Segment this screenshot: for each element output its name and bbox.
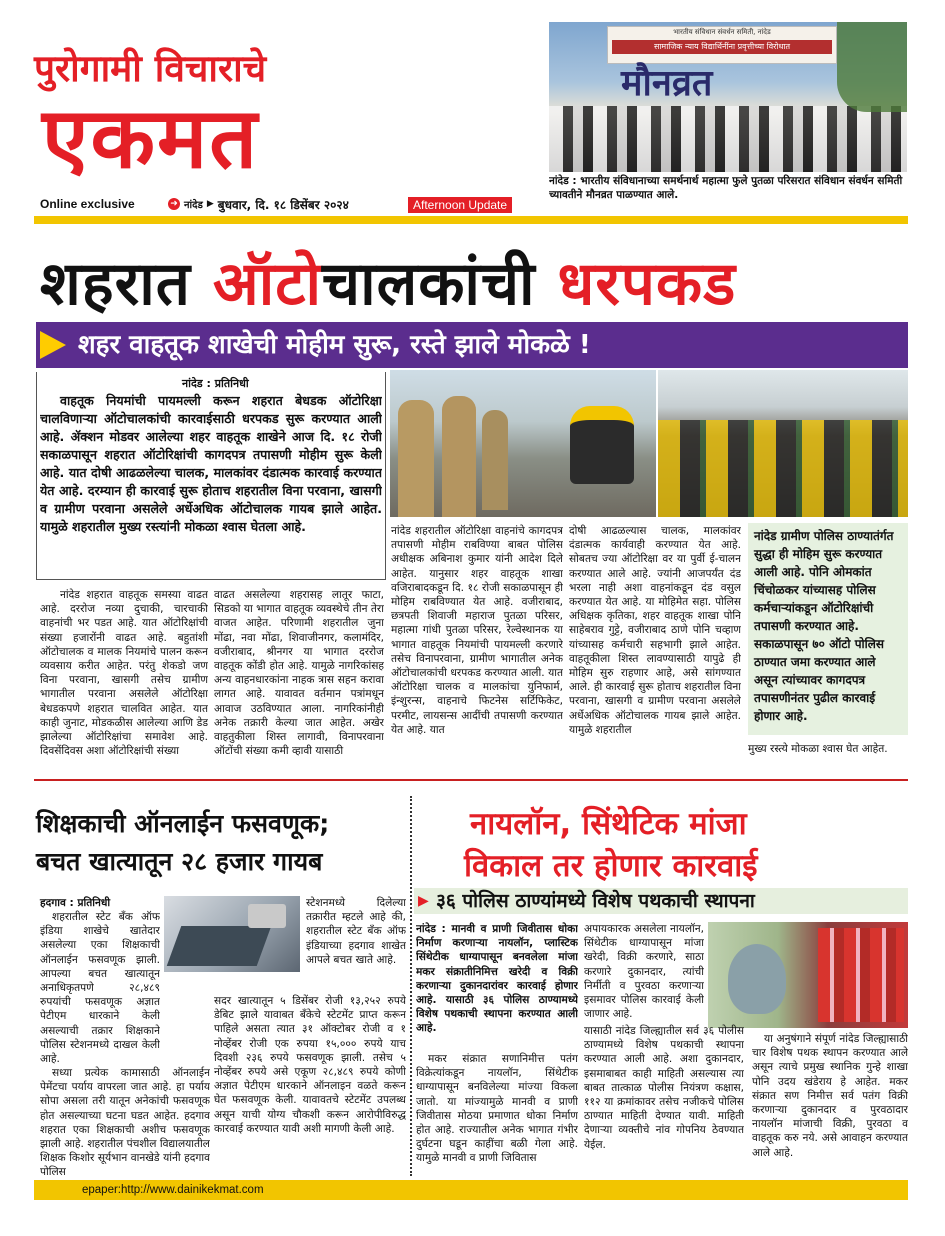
story3-col-1: मकर संक्रात सणानिमीत्त पतंग विक्रेत्यांकडून नायलॉन, सिंथेटीक धाग्यापासून बनविलेल्या मांज्या विकला जातो. या मांज्यामुळे मानवी व प्राणी जिवीतास मोठया प्रमाणात धोका निर्माण होत आहे. राज्यातील अनेक भागात गंभीर दुर्घटना घडून काहींचा बळी गेला आहे. यामुळे मानवी व प्राणी जिवितास (416, 1053, 578, 1165)
story3-headline-line2: विकाल तर होणार कारवाई (464, 848, 758, 884)
rickshaw-shape (570, 406, 634, 484)
story2-dateline: हदगाव : प्रतिनिधी (40, 897, 111, 909)
trees-shape (837, 22, 907, 112)
headline-part-3: चालकांची (322, 249, 558, 319)
triangle-icon (40, 331, 66, 359)
headline-part-4: धरपकड (557, 249, 737, 319)
date-label: बुधवार, दि. १८ डिसेंबर २०२४ (217, 197, 349, 212)
arrow-circle-icon: ➜ (168, 198, 180, 210)
masthead-tagline: पुरोगामी विचाराचे (34, 47, 267, 90)
city-label: नांदेड (184, 200, 203, 211)
story2-para-1: शहरातील स्टेट बँक ऑफ इंडिया शाखेचे खातेदार असलेल्या एका शिक्षकाची ऑनलाईन फसवणूक झाली. आपल्या बचत खात्यातून अनाधिकृतपणे २८,४८९ रुपयांची फसवणूक अज्ञात पेटीएम धारकाने केली असल्याची तक्रार शिक्षकाने पोलिस स्टेशनमध्ये दाखल केली आहे. (40, 911, 160, 1066)
yellow-rule (34, 216, 908, 224)
rickshaw-lot-photo (658, 370, 908, 517)
pigeon-shape (728, 944, 786, 1014)
lead-subhead-band (36, 322, 908, 368)
headline-part-2: ऑटो (212, 249, 323, 319)
dateline-bar (168, 195, 418, 213)
officer-figure (398, 400, 434, 517)
column-divider (410, 796, 412, 1176)
lead-col-2: वाढत असलेल्या शहरासह लातूर फाटा, सिडको या भागात वाहतूक व्यवस्थेचे तीन तेरा वाजत आहेत. परिणामी शहरातील जुना मोंढा, नवा मोंढा, शिवाजीनगर, कलामंदिर, वजीराबाद, श्रीनगर या भागात दररोज वाहतूक कोंडी होत आहे. यामुळे नागरिकांसह अन्य वाहनधारकांना नाहक त्रास सहन करावा लागत आहे. यावावत वर्तमान पत्रांमधून आवाज उठविण्यात आला. नागरिकांनीही अनेक तक्रारी केल्या जात आहेत. अखेर वाहतुकीला शिस्त लागावी, विनापरवाना ऑटोंची संख्या कमी व्हावी यासाठी (214, 589, 384, 758)
headline-part-1: शहरात (40, 249, 213, 319)
banner-big-word: मौनव्रत (621, 63, 713, 104)
story2-headline-line2: बचत खात्यातून २८ हजार गायब (36, 847, 323, 876)
lead-intro-border (36, 372, 386, 580)
police-inspection-photo (390, 370, 656, 517)
top-photo (549, 22, 907, 172)
rickshaws-pattern (658, 420, 908, 517)
lead-sidebar-box: नांदेड ग्रामीण पोलिस ठाण्यातंर्गत सुद्धा ही मोहिम सुरू करण्यात आली आहे. पोनि ओमकांत चिंचोळकर यांच्यासह पोलिस कर्मचाऱ्यांकडून ऑटोरिक्षांची तपासणी करण्यात आहे. सकाळपासून ७० ऑटो पोलिस ठाण्यात जमा करण्यात आले असून त्यांच्यावर कागदपत्र तपासणीनंतर पुढील कारवाई होणार आहे. (748, 523, 908, 735)
edition-badge: Afternoon Update (408, 197, 512, 213)
masthead-title: एकमत (42, 89, 260, 187)
online-label: Online exclusive (40, 197, 135, 211)
story2-para-4: सदर खात्यातून ५ डिसेंबर रोजी १३,२५२ रुपये डेबिट झाले यावाबत बँकेचे स्टेटमेंट प्राप्त करून पाहिले असता त्यात ३१ ऑक्टोबर रोजी व १ नोव्हेंबर रोजी एक रुपया १५,००० रुपये याच दिवशी २३६ रुपये फसवणूक झाली. तसेच ५ नोव्हेंबर रुपये असे एकूण २८,४८९ रुपये कोणी अज्ञात पेटीएम धारकाने ऑनलाइन वळते करून घेत फसवणूक केली. यावावतचे स्टेटमेंट उपलब्ध असून याची योग्य चौकशी करून आरोपीविरुद्ध कारवाई करण्यात यावी अशी मागणी केली आहे. (214, 995, 406, 1135)
lead-col-1: नांदेड शहरात वाहतूक समस्या वाढत आहे. दररोज नव्या दुचाकी, चारचाकी वाहनांची भर पडत आहे. यात ऑटोरिक्षांची संख्या हजारोंनी वाढत आहे. बहुतांशी ऑटोचालक व मालक नियमांचे पालन करून व्यवसाय करीत आहेत. परंतु शेकडो जण विना परवाना, खासगी तसेच ग्रामीण भागातील परवाना असलेले ऑटोरिक्षा बेधडकपणे शहरात चालवित आहेत. यात काही जुनाट, मोडकळीस आलेल्या आणि डेड झालेल्या ऑटोरिक्षांचा समावेश आहे. दिवसेंदिवस अशा ऑटोरिक्षांची संख्या (40, 589, 208, 758)
pigeon-manja-photo (708, 922, 908, 1028)
spools-shape (818, 928, 904, 1022)
story2-para-2: सध्या प्रत्येक कामासाठी ऑनलाईन पेमेंटचा पर्याय वापरला जात आहे. हा पर्याय सोपा असला तरी यातून अनेकांची फसवणूक होत असल्याच्या घटना घडत आहेत. हदगाव शहरात एका शिक्षकाची अशीच फसवणूक झाली आहे. शहरातील पंचशील विद्यालयातील शिक्षक किशोर सूर्यभान वानखेडे यांनी हदगाव पोलिस (40, 1067, 210, 1179)
officer-figure (482, 410, 508, 510)
story3-intro: नांदेड : मानवी व प्राणी जिवीतास धोका निर्माण करणाऱ्या नायलॉन, प्लास्टिक सिंथेटीक धाग्यापासून बनवलेला मांजा मकर संक्रातीनिमित्त खरेदी व विक्री करणाऱ्या दुकानदारांवर कारवाई होणार आहे. यासाठी ३६ पोलिस ठाण्यामध्ये विशेष पथकाची स्थापना करण्यात आली आहे. (416, 923, 578, 1035)
story3-col-3: या अनुषंगाने संपूर्ण नांदेड जिल्ह्यासाठी चार विशेष पथक स्थापन करण्यात आले असून त्याचे प्रमुख स्थानिक गुन्हे शाखा पोनि उदय खंडेराय हे आहेत. मकर संक्रात सण निमीत्त सर्व पतंग विक्री करणाऱ्या दुकानदार व पुरवठादार नायलॉन मांजाची विक्री, पुरवठा व वाहतूक करु नये. असे आवाहन करण्यात आले आहे. (752, 1033, 908, 1159)
lead-intro: वाहतूक नियमांची पायमल्ली करून शहरात बेधडक ऑटोरिक्षा चालविणाऱ्या ऑटोचालकांची कारवाईसाठी धरपकड सुरू करण्यात आली आहे. ॲक्शन मोडवर आलेल्या शहर वाहतूक शाखेने आज दि. १८ रोजी सकाळपासून शहरात ऑटोरिक्षांची कागदपत्र तपासणी मोहीम सुरू केली आहे. यात दोषी आढळलेल्या चालक, मालकांवर दंडात्मक कारवाई करण्यात येत आहे. दरम्यान ही कारवाई सुरू होताच शहरातील विना परवाना, खासगी व ग्रामीण परवाना असलेले अर्धेअधिक ऑटोचालक गायब झाले आहेत. यामुळे शहरातील मुख्य रस्त्यांनी मोकळा श्वास घेतला आहे. (40, 393, 382, 534)
laptop-card-photo (164, 896, 300, 972)
officer-figure (442, 396, 476, 517)
card-shape (248, 904, 286, 928)
subhead-arrow-icon: ▶ (418, 893, 429, 909)
laptop-shape (167, 926, 272, 966)
masthead (34, 48, 434, 198)
lead-dateline: नांदेड : प्रतिनिधी (182, 377, 249, 390)
banner-small-text: भारतीय संविधान संवर्धन समिती, नांदेड (673, 28, 771, 36)
banner-strip (607, 26, 837, 64)
footer-url[interactable]: epaper:http://www.dainikekmat.com (82, 1184, 264, 1196)
lead-headline (40, 246, 908, 322)
story2-para-3: स्टेशनमध्ये दिलेल्या तक्रारीत म्हटले आहे की, शहरातील स्टेट बँक ऑफ इंडियाच्या हदगाव शाखेत आपले बचत खाते आहे. (306, 897, 406, 966)
story3-subhead: ३६ पोलिस ठाण्यांमध्ये विशेष पथकाची स्थापना (436, 890, 755, 912)
top-photo-caption: नांदेड : भारतीय संविधानाच्या समर्थनार्थ महात्मा फुले पुतळा परिसरात संविधान संवर्धन समिती च्यावतीने मौनव्रत पाळण्यात आले. (549, 175, 903, 201)
lead-col-4: दोषी आढळल्यास चालक, मालकांवर दंडात्मक कार्यवाही करण्यात येत आहे. सोबतच ज्या ऑटोरिक्षा वर या पुर्वी ई-चालन करण्यात आले आहे. ज्यांनी आजपर्यंत दंड भरला नाही अशा वाहनांकडून दंड वसुल करण्यात येत आहे. या मोहिमेत सहा. पोलिस अधिक्षक कृतिका, शहर वाहतूक शाखा पोनि साहेबराव गुट्टे, वजीराबाद ठाणे पोनि चव्हाण यांच्यासह कर्मचारी सहभागी झाले आहेत. वाहतूकीला शिस्त लावण्यासाठी यापुढे ही मोहिम सुरु राहणार आहे, असे सांगण्यात आले. ही कारवाई सुरू होताच शहरातील विना परवाना, खासगी व ग्रामीण परवाना असलेले अर्धेअधिक ऑटोचालक गायब झाले आहेत. यामुळे शहरातील (569, 525, 741, 736)
story2-headline-line1: शिक्षकाची ऑनलाईन फसवणूक; (36, 809, 330, 838)
section-divider (34, 779, 908, 781)
story3-col-2-top: अपायकारक असलेला नायलॉन, सिंथेटीक धाग्यापासून मांजा खरेदी, विक्री करणारे, साठा करणारे दुकानदार, त्यांची निर्मीती व पुरवठा करणाऱ्या इसमावर पोलिस कारवाई केली जाणार आहे. (584, 923, 704, 1021)
lead-sidebar-after: मुख्य रस्त्ये मोकळा श्वास घेत आहेत. (748, 743, 888, 755)
story3-subhead-band (414, 888, 908, 914)
story3-headline-line1: नायलॉन, सिंथेटिक मांजा (470, 806, 747, 842)
story3-col-2: यासाठी नांदेड जिल्ह्यातील सर्व ३६ पोलीस ठाण्यामध्ये विशेष पथकाची स्थापना करण्यात आली आहे. अशा दुकानदार, इसमाबाबत काही माहिती असल्यास त्या बाबत तात्काळ पोलीस नियंत्रण कक्षास, ११२ या क्रमांकावर तसेच नजीकचे पोलिस ठाण्यात माहिती देण्यात यावी. माहिती देणाऱ्या व्यक्तीचे नांव गोपनिय ठेवण्यात येईल. (584, 1025, 744, 1151)
lead-col-3: नांदेड शहरातील ऑटोरिक्षा वाहनांचे कागदपत्र तपासणी मोहीम राबविण्या बाबत पोलिस अधीक्षक अबिनाश कुमार यांनी आदेश दिले आहेत. यानुसार शहर वाहतूक शाखा वजिराबादकडून दि. १८ रोजी सकाळपासून ही मोहिम राबविण्यात येत आहे. वजीराबाद, छत्रपती शिवाजी महाराज पुतळा परिसर, महात्मा गांधी पुतळा परिसर, रेल्वेस्थानक या भागात वाहतूक नियमांची पायमल्ली करणारे तसेच विनापरवाना, ग्रामीण भागातील अनेक ऑटोचालकांची धरपकड करण्यात आली. यात ऑटोरिक्षा चालक व मालकांचा युनिफार्म, इंन्शुरन्स, वाहनाचे फिटनेस सर्टिफिकेट, परमीट, लायसन्स आदींची तपासणी करण्यात येत आहे. यात (391, 525, 563, 736)
crowd-shape (549, 106, 907, 172)
play-icon: ▶ (206, 199, 214, 209)
banner-text: सामाजिक न्याय विद्यार्थिनींना प्रवृत्तीच्या विरोधात (612, 40, 832, 54)
lead-subhead: शहर वाहतूक शाखेची मोहीम सुरू, रस्ते झाले मोकळे ! (78, 330, 591, 360)
